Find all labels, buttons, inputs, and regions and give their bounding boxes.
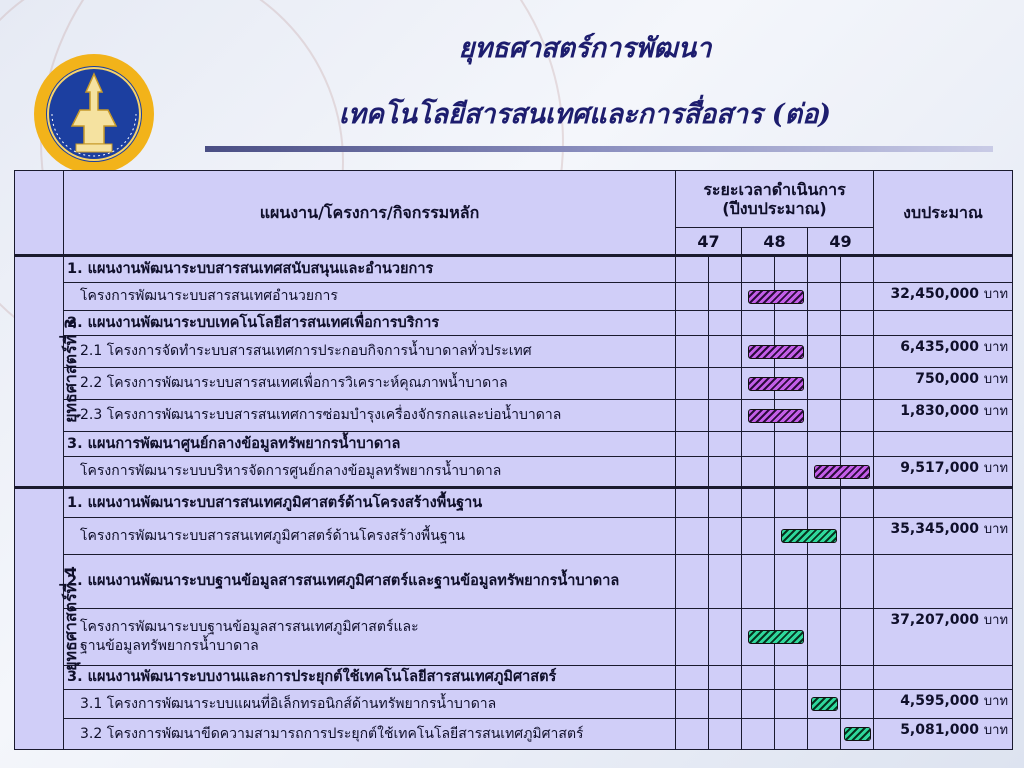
timeline-cell	[676, 518, 709, 555]
timeline-cell	[808, 400, 841, 432]
plan-heading: 1. แผนงานพัฒนาระบบสารสนเทศสนับสนุนและอำนวยการ	[64, 256, 676, 283]
timeline-cell	[841, 283, 874, 311]
timeline-cell	[841, 555, 874, 609]
timeline-cell	[775, 488, 808, 518]
timeline-cell	[742, 666, 775, 690]
header-budget: งบประมาณ	[874, 171, 1013, 256]
timeline-cell	[841, 368, 874, 400]
title-underline	[205, 146, 993, 152]
timeline-cell	[709, 518, 742, 555]
budget-unit: บาท	[983, 723, 1009, 738]
timeline-cell	[808, 555, 841, 609]
timeline-cell	[709, 555, 742, 609]
project-name: 2.3 โครงการพัฒนาระบบสารสนเทศการซ่อมบำรุงเครื่องจักรกลและบ่อน้ำบาดาล	[64, 400, 676, 432]
timeline-cell	[742, 311, 775, 336]
timeline-cell	[841, 311, 874, 336]
timeline-cell	[808, 609, 841, 666]
timeline-cell	[808, 432, 841, 457]
header-timeline: ระยะเวลาดำเนินการ (ปีงบประมาณ)	[676, 171, 874, 228]
budget-unit: บาท	[983, 461, 1009, 476]
plan-heading: 2. แผนงานพัฒนาระบบเทคโนโลยีสารสนเทศเพื่อการบริการ	[64, 311, 676, 336]
timeline-cell	[808, 311, 841, 336]
budget-unit: บาท	[983, 372, 1009, 387]
timeline-cell	[742, 609, 775, 666]
header-year-47: 47	[676, 228, 742, 256]
timeline-cell	[742, 690, 775, 719]
timeline-cell	[808, 457, 841, 488]
timeline-cell	[676, 256, 709, 283]
budget-cell	[874, 555, 1013, 609]
gantt-bar-wrapper	[742, 283, 774, 310]
timeline-cell	[742, 336, 775, 368]
plan-heading: 1. แผนงานพัฒนาระบบสารสนเทศภูมิศาสตร์ด้านโครงสร้างพื้นฐาน	[64, 488, 676, 518]
project-budget	[874, 283, 1013, 311]
gantt-bar-wrapper	[742, 400, 774, 431]
gantt-bar-wrapper	[808, 690, 840, 718]
gantt-bar	[748, 290, 804, 304]
timeline-cell	[709, 368, 742, 400]
timeline-cell	[676, 666, 709, 690]
timeline-cell	[742, 432, 775, 457]
gantt-bar	[811, 697, 838, 711]
timeline-cell	[808, 283, 841, 311]
timeline-cell	[808, 719, 841, 750]
project-name: 2.2 โครงการพัฒนาระบบสารสนเทศเพื่อการวิเคราะห์คุณภาพน้ำบาดาล	[64, 368, 676, 400]
timeline-cell	[808, 690, 841, 719]
timeline-cell	[676, 690, 709, 719]
gantt-bar	[814, 465, 870, 479]
timeline-cell	[775, 555, 808, 609]
project-name: 3.1 โครงการพัฒนาระบบแผนที่อิเล็กทรอนิกส์ด้านทรัพยากรน้ำบาดาล	[64, 690, 676, 719]
budget-cell	[874, 488, 1013, 518]
budget-unit: บาท	[983, 404, 1009, 419]
budget-value: 9,517,000	[900, 460, 980, 476]
timeline-cell	[808, 256, 841, 283]
timeline-cell	[841, 336, 874, 368]
budget-value: 6,435,000	[900, 339, 980, 355]
timeline-cell	[841, 488, 874, 518]
budget-value: 37,207,000	[890, 612, 980, 628]
project-budget	[874, 457, 1013, 488]
strategy-3-label: ยุทธศาสตร์ที่ 3	[60, 318, 80, 423]
header-year-49: 49	[808, 228, 874, 256]
timeline-cell	[841, 609, 874, 666]
timeline-cell	[709, 690, 742, 719]
timeline-cell	[742, 368, 775, 400]
gantt-bar-wrapper	[841, 719, 873, 749]
budget-cell	[874, 666, 1013, 690]
project-budget	[874, 368, 1013, 400]
timeline-cell	[808, 488, 841, 518]
timeline-cell	[709, 609, 742, 666]
timeline-cell	[742, 518, 775, 555]
gantt-bar-wrapper	[742, 609, 774, 665]
timeline-cell	[841, 719, 874, 750]
plan-heading: 3. แผนการพัฒนาศูนย์กลางข้อมูลทรัพยากรน้ำบาดาล	[64, 432, 676, 457]
gantt-bar-wrapper	[808, 457, 840, 486]
project-name: โครงการพัฒนาระบบบริหารจัดการศูนย์กลางข้อมูลทรัพยากรน้ำบาดาล	[64, 457, 676, 488]
gantt-bar-wrapper	[742, 368, 774, 399]
timeline-cell	[775, 457, 808, 488]
timeline-cell	[676, 400, 709, 432]
gantt-bar	[781, 529, 837, 543]
timeline-cell	[676, 555, 709, 609]
timeline-cell	[709, 400, 742, 432]
timeline-cell	[709, 666, 742, 690]
header-year-48: 48	[742, 228, 808, 256]
timeline-cell	[742, 555, 775, 609]
timeline-cell	[709, 488, 742, 518]
timeline-cell	[841, 256, 874, 283]
header-blank-cell	[15, 171, 64, 256]
gantt-bar	[748, 409, 804, 423]
timeline-cell	[709, 432, 742, 457]
gantt-bar	[748, 630, 804, 644]
project-budget	[874, 719, 1013, 750]
timeline-cell	[676, 311, 709, 336]
timeline-cell	[808, 336, 841, 368]
plan-heading: 2. แผนงานพัฒนาระบบฐานข้อมูลสารสนเทศภูมิศาสตร์และฐานข้อมูลทรัพยากรน้ำบาดาล	[64, 555, 676, 609]
budget-unit: บาท	[983, 522, 1009, 537]
budget-cell	[874, 311, 1013, 336]
timeline-cell	[775, 690, 808, 719]
timeline-cell	[709, 283, 742, 311]
project-budget	[874, 609, 1013, 666]
timeline-cell	[841, 518, 874, 555]
timeline-cell	[775, 311, 808, 336]
timeline-cell	[709, 457, 742, 488]
budget-unit: บาท	[983, 287, 1009, 302]
timeline-cell	[676, 283, 709, 311]
page-title-line2: เทคโนโลยีสารสนเทศและการสื่อสาร (ต่อ)	[338, 99, 832, 130]
timeline-cell	[775, 256, 808, 283]
timeline-cell	[841, 400, 874, 432]
gantt-bar	[748, 377, 804, 391]
strategy-4-label: ยุทธศาสตร์ที่ 4	[60, 565, 80, 671]
timeline-cell	[742, 488, 775, 518]
timeline-cell	[841, 690, 874, 719]
project-name: 2.1 โครงการจัดทำระบบสารสนเทศการประกอบกิจการน้ำบาดาลทั่วประเทศ	[64, 336, 676, 368]
page-title-line1: ยุทธศาสตร์การพัฒนา	[458, 33, 712, 64]
budget-cell	[874, 432, 1013, 457]
budget-value: 4,595,000	[900, 693, 980, 709]
timeline-cell	[808, 666, 841, 690]
strategy-3-label-cell	[15, 256, 80, 488]
gantt-bar-wrapper	[742, 336, 774, 367]
budget-value: 5,081,000	[900, 722, 980, 738]
timeline-cell	[676, 336, 709, 368]
budget-value: 32,450,000	[890, 286, 980, 302]
timeline-cell	[742, 400, 775, 432]
budget-value: 1,830,000	[900, 403, 980, 419]
timeline-cell	[841, 666, 874, 690]
timeline-cell	[775, 666, 808, 690]
timeline-cell	[742, 719, 775, 750]
timeline-cell	[742, 256, 775, 283]
budget-unit: บาท	[983, 613, 1009, 628]
timeline-cell	[676, 609, 709, 666]
timeline-cell	[676, 368, 709, 400]
project-budget	[874, 336, 1013, 368]
timeline-cell	[775, 719, 808, 750]
timeline-cell	[775, 432, 808, 457]
budget-value: 750,000	[915, 371, 980, 387]
gantt-bar	[748, 345, 804, 359]
budget-unit: บาท	[983, 340, 1009, 355]
timeline-cell	[676, 432, 709, 457]
gantt-bar	[844, 727, 871, 741]
project-budget	[874, 400, 1013, 432]
gantt-bar-wrapper	[775, 518, 807, 554]
timeline-cell	[709, 311, 742, 336]
header-activity: แผนงาน/โครงการ/กิจกรรมหลัก	[64, 171, 676, 256]
project-name: โครงการพัฒนาระบบสารสนเทศอำนวยการ	[64, 283, 676, 311]
strategy-4-label-cell	[15, 488, 80, 750]
budget-value: 35,345,000	[890, 521, 980, 537]
timeline-cell	[709, 719, 742, 750]
project-budget	[874, 690, 1013, 719]
budget-unit: บาท	[983, 694, 1009, 709]
timeline-cell	[676, 457, 709, 488]
timeline-cell	[676, 719, 709, 750]
project-budget	[874, 518, 1013, 555]
plan-heading: 3. แผนงานพัฒนาระบบงานและการประยุกต์ใช้เทคโนโลยีสารสนเทศภูมิศาสตร์	[64, 666, 676, 690]
budget-cell	[874, 256, 1013, 283]
project-name: โครงการพัฒนาระบบสารสนเทศภูมิศาสตร์ด้านโครงสร้างพื้นฐาน	[64, 518, 676, 555]
timeline-cell	[775, 518, 808, 555]
project-name: โครงการพัฒนาระบบฐานข้อมูลสารสนเทศภูมิศาสตร์และฐานข้อมูลทรัพยากรน้ำบาดาล	[64, 609, 676, 666]
timeline-cell	[742, 283, 775, 311]
timeline-cell	[709, 256, 742, 283]
department-logo-icon	[32, 52, 156, 176]
timeline-cell	[808, 368, 841, 400]
timeline-cell	[841, 432, 874, 457]
timeline-cell	[742, 457, 775, 488]
strategy-plan-table	[14, 170, 1013, 750]
timeline-cell	[676, 488, 709, 518]
project-name: 3.2 โครงการพัฒนาขีดความสามารถการประยุกต์ใช้เทคโนโลยีสารสนเทศภูมิศาสตร์	[64, 719, 676, 750]
timeline-cell	[709, 336, 742, 368]
